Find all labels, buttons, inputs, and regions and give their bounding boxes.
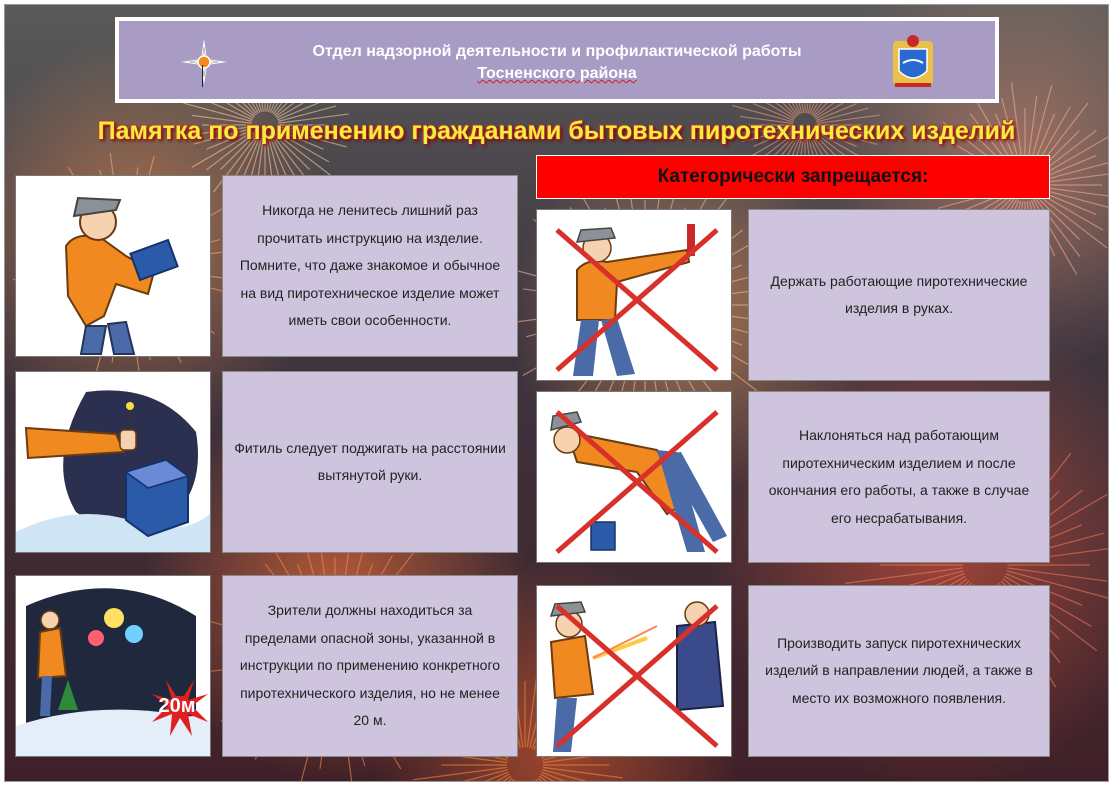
instruction-tip-text-3-content: Зрители должны находиться за пределами опасной зоны, указанной в инструкции по применению конкретного пиротехнического изделия, но не менее 20 м. [239, 602, 501, 729]
lighting-fuse-illustration [15, 371, 211, 553]
instruction-tip-text-2 [222, 371, 518, 553]
poster [4, 4, 1109, 782]
safe-distance-illustration [15, 575, 211, 757]
instruction-tip-text-1-content: Никогда не ленитесь лишний раз прочитать инструкцию на изделие. Помните, что даже знакомое и обычное на вид пиротехническое изделие может иметь свои особенности. [239, 202, 501, 329]
prohibited-rule-text-3 [748, 585, 1050, 757]
man-reading-instructions-illustration [15, 175, 211, 357]
header-line-2-text: Тосненского района [477, 65, 637, 82]
header-banner [115, 17, 999, 103]
prohibited-heading: Категорически запрещается: [536, 155, 1050, 199]
prohibited-rule-text-2 [748, 391, 1050, 563]
instruction-tip-text-3 [222, 575, 518, 757]
distance-badge: 20м [158, 695, 196, 717]
aiming-at-people-crossed-illustration [536, 585, 732, 757]
prohibited-rule-text-1-content: Держать работающие пиротехнические изделия в руках. [770, 272, 1028, 316]
prohibited-rule-text-1 [748, 209, 1050, 381]
prohibited-rule-text-3-content: Производить запуск пиротехнических изделий в направлении людей, а также в место их возможного появления. [765, 634, 1033, 706]
page-title: Памятка по применению гражданами бытовых пиротехнических изделий [97, 117, 1016, 145]
instruction-tip-text-1 [222, 175, 518, 357]
header-line-2 [119, 65, 995, 83]
leaning-over-firework-crossed-illustration [536, 391, 732, 563]
prohibited-rule-text-2-content: Наклоняться над работающим пиротехническим изделием и после окончания его работы, а также в случае его несрабатывания. [768, 427, 1030, 526]
header-line-1: Отдел надзорной деятельности и профилактической работы [312, 43, 802, 60]
coat-of-arms-icon [889, 33, 937, 91]
holding-firework-crossed-illustration [536, 209, 732, 381]
instruction-tip-text-2-content: Фитиль следует поджигать на расстоянии вытянутой руки. [234, 439, 506, 483]
